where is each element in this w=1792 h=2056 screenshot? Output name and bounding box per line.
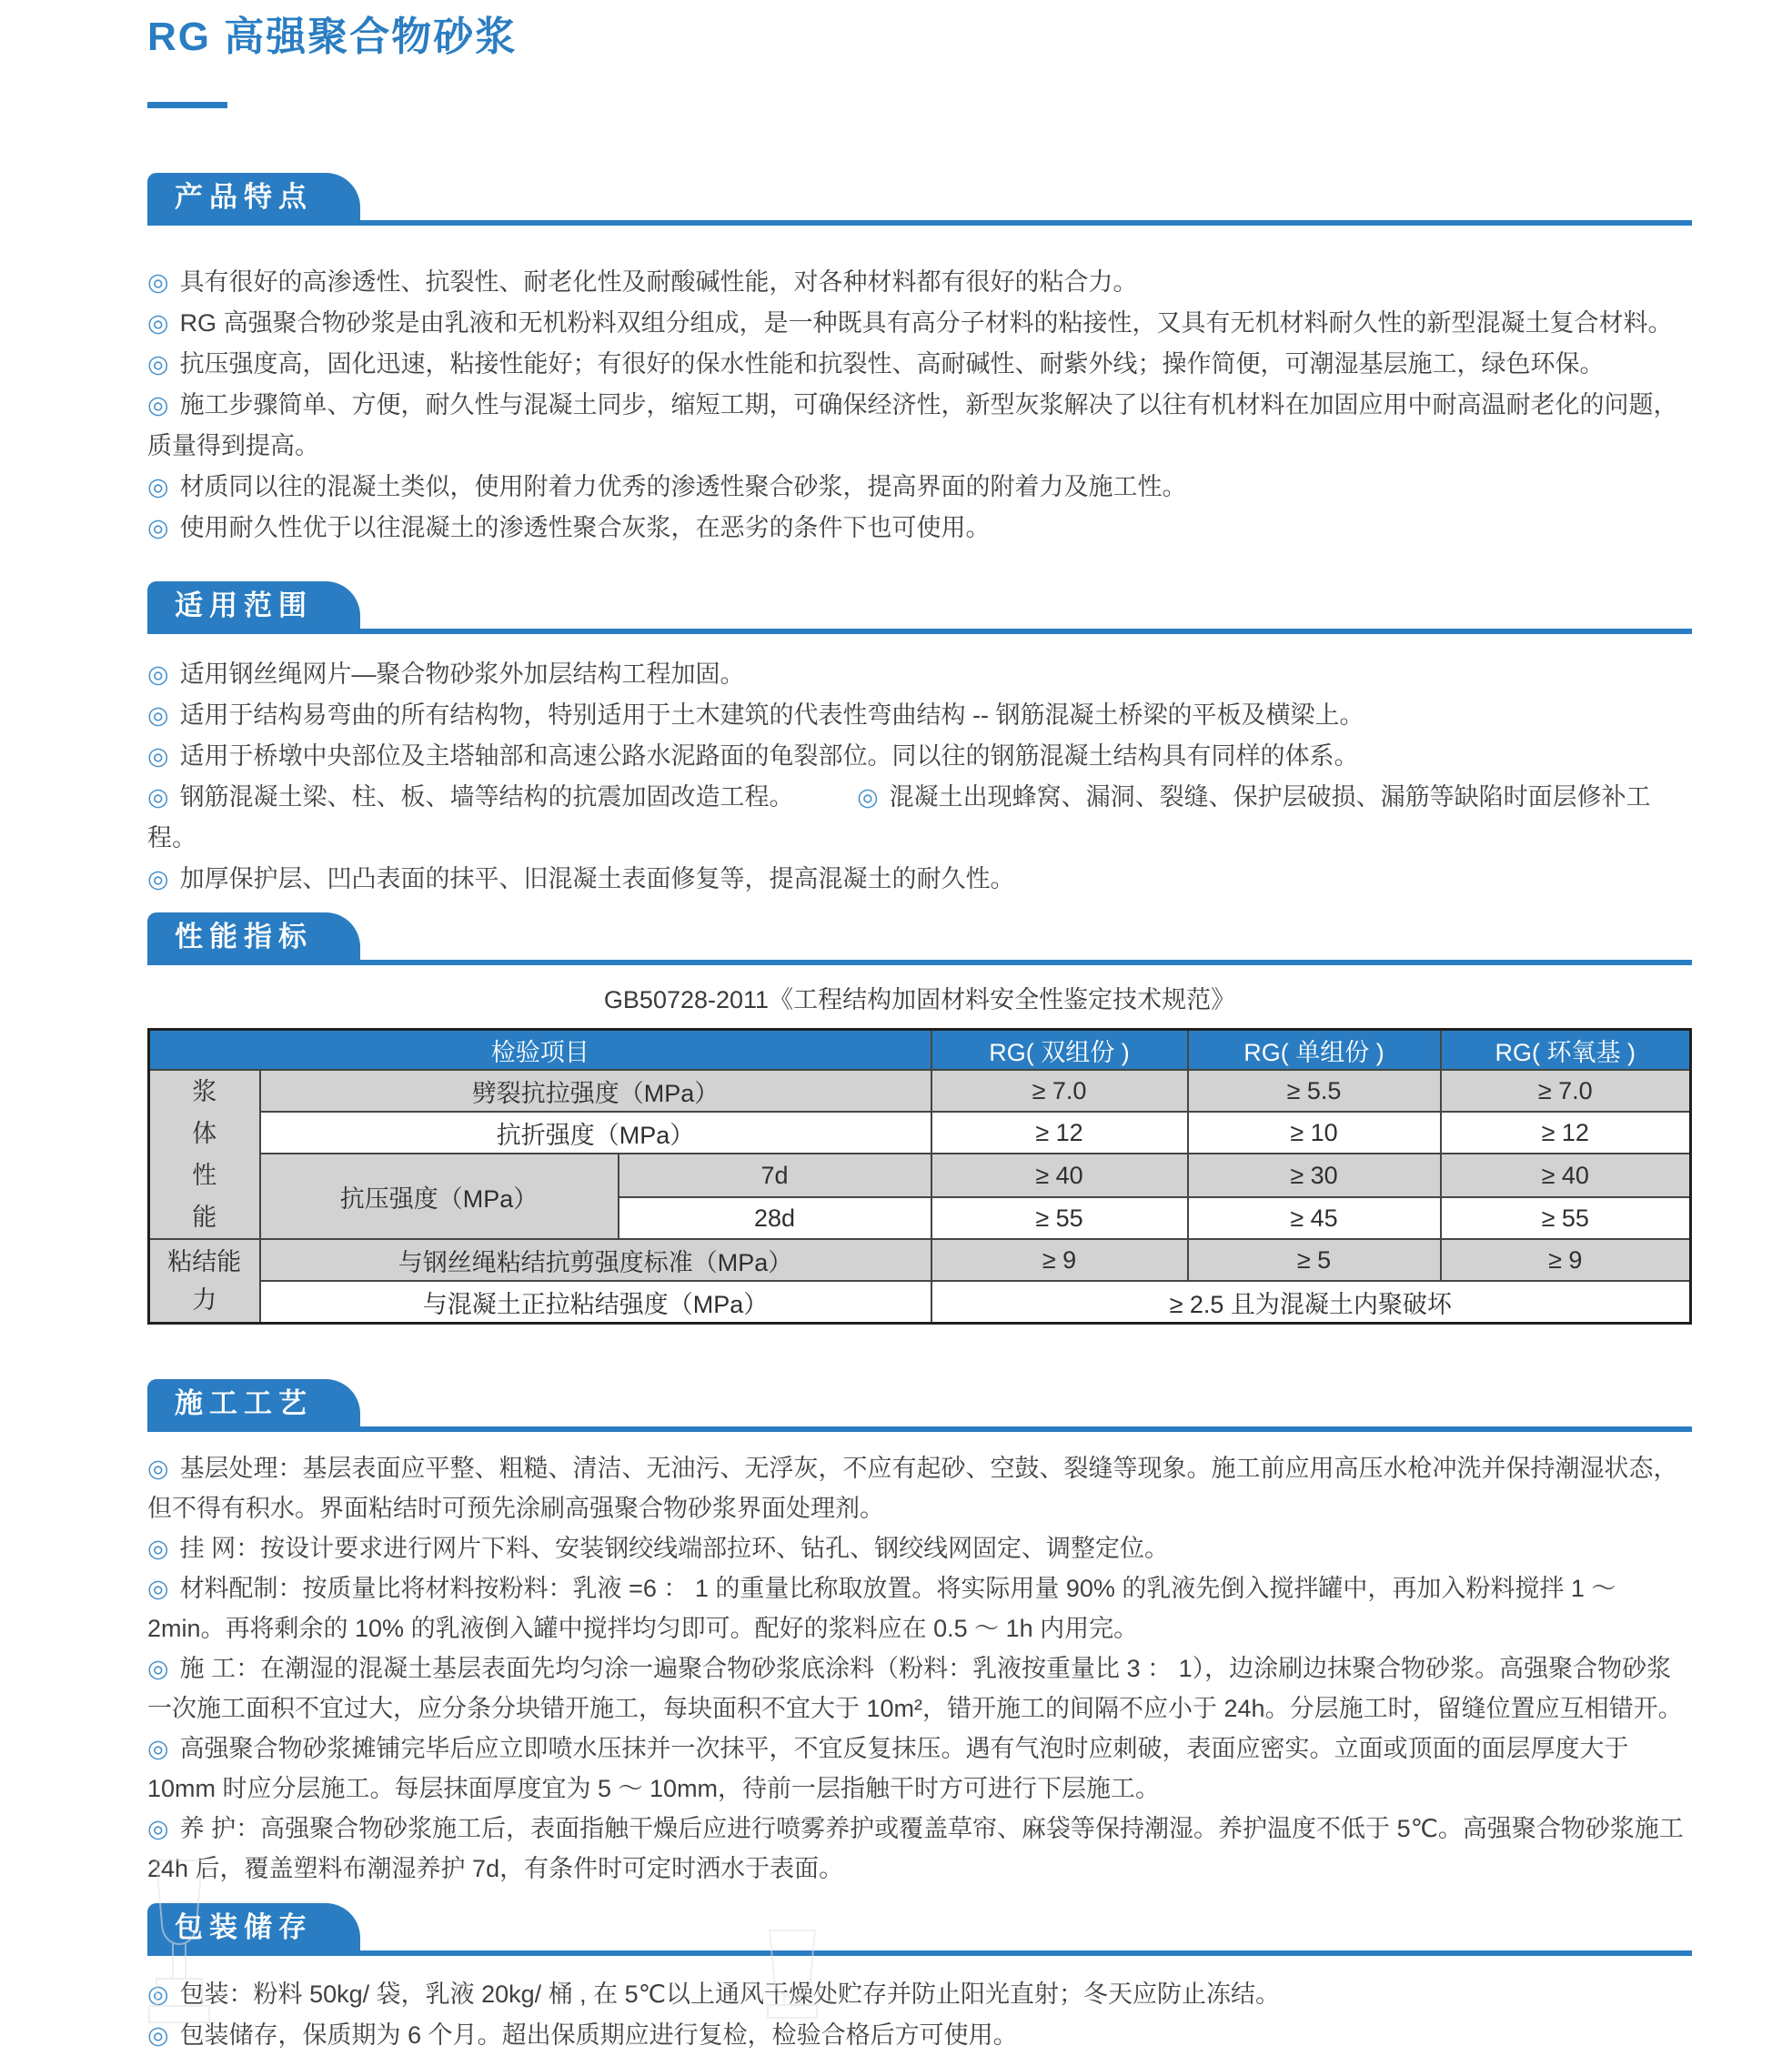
cell-value: ≥ 45 [1188, 1197, 1441, 1239]
row-label: 劈裂抗拉强度（MPa） [260, 1070, 931, 1112]
bullet-icon: ◎ [147, 1535, 169, 1562]
cell-value: ≥ 10 [1188, 1112, 1441, 1154]
features-bullet-list [147, 262, 1692, 549]
section-header-scope [147, 581, 1692, 634]
list-item-text: 养 护：高强聚合物砂浆施工后，表面指触干燥后应进行喷雾养护或覆盖草帘、麻袋等保持潮湿。养护温度不低于 5℃。高强聚合物砂浆施工 24h 后，覆盖塑料布潮湿养护 7d，有条件时可定时洒水于表面。 [147, 1815, 1684, 1882]
list-item-text: 包装：粉料 50kg/ 袋，乳液 20kg/ 桶 , 在 5℃以上通风干燥处贮存并防止阳光直射；冬天应防止冻结。 [179, 1980, 1281, 2008]
bullet-icon: ◎ [147, 391, 169, 418]
list-item [147, 783, 794, 811]
cell-value: ≥ 40 [931, 1154, 1188, 1197]
bullet-icon: ◎ [147, 1815, 169, 1842]
bullet-icon: ◎ [147, 268, 169, 296]
list-item-text: 施 工：在潮湿的混凝土基层表面先均匀涂一遍聚合物砂浆底涂料（粉料：乳液按重量比 3 ： 1），边涂刷边抹聚合物砂浆。高强聚合物砂浆一次施工面积不宜过大，应分条分块错开施工，每块面积不宜大于 10m²，错开施工的间隔不应小于 24h。分层施工时，留缝位置应互相错开。 [147, 1655, 1683, 1722]
row-label: 与混凝土正拉粘结强度（MPa） [260, 1281, 931, 1324]
cell-value: ≥ 40 [1441, 1154, 1691, 1197]
cell-value: ≥ 55 [1441, 1197, 1691, 1239]
table-row [149, 1070, 1691, 1112]
bullet-icon: ◎ [147, 1980, 169, 2008]
section-header-performance [147, 912, 1692, 965]
cell-value: ≥ 55 [931, 1197, 1188, 1239]
list-item-text: 包装储存，保质期为 6 个月。超出保质期应进行复检，检验合格后方可使用。 [179, 2021, 1018, 2049]
cell-value: ≥ 5.5 [1188, 1070, 1441, 1112]
section-badge-packaging: 包装储存 [147, 1903, 360, 1950]
bullet-icon: ◎ [147, 783, 169, 811]
row-group-bond: 粘结能力 [149, 1239, 260, 1324]
performance-table [147, 1028, 1692, 1325]
table-header-rg-two-part: RG( 双组份 ) [931, 1030, 1188, 1071]
list-item-text: 混凝土出现蜂窝、漏洞、裂缝、保护层破损、漏筋等缺陷时面层修补工程。 [147, 783, 1651, 852]
list-item-text: 适用钢丝绳网片—聚合物砂浆外加层结构工程加固。 [179, 660, 745, 688]
list-item-text: 抗压强度高，固化迅速，粘接性能好；有很好的保水性能和抗裂性、高耐碱性、耐紫外线；操作简便，可潮湿基层施工，绿色环保。 [179, 350, 1605, 378]
scope-bullet-list [147, 654, 1692, 900]
list-item [147, 1728, 1692, 1809]
section-badge-process: 施工工艺 [147, 1379, 360, 1426]
bullet-icon: ◎ [147, 1455, 169, 1482]
bullet-icon: ◎ [147, 865, 169, 892]
title-underline [147, 102, 227, 108]
table-row [149, 1112, 1691, 1154]
list-item [147, 1809, 1692, 1889]
list-item [147, 2015, 1692, 2056]
cell-value: ≥ 30 [1188, 1154, 1441, 1197]
bullet-icon: ◎ [147, 1735, 169, 1762]
list-item-text: 使用耐久性优于以往混凝土的渗透性聚合灰浆，在恶劣的条件下也可使用。 [179, 514, 991, 541]
list-item [147, 508, 1692, 549]
list-item [147, 467, 1692, 508]
list-item [147, 1974, 1692, 2015]
row-group-slurry: 浆体性能 [149, 1070, 260, 1239]
list-item-text: RG 高强聚合物砂浆是由乳液和无机粉料双组分组成，是一种既具有高分子材料的粘接性，又具有无机材料耐久性的新型混凝土复合材料。 [179, 309, 1673, 337]
list-item-text: 高强聚合物砂浆摊铺完毕后应立即喷水压抹并一次抹平，不宜反复抹压。遇有气泡时应刺破，表面应密实。立面或顶面的面层厚度大于 10mm 时应分层施工。每层抹面厚度宜为 5 ～ 10mm，待前一层指触干时方可进行下层施工。 [147, 1735, 1629, 1802]
bullet-icon: ◎ [147, 742, 169, 770]
bullet-icon: ◎ [147, 350, 169, 378]
section-badge-features: 产品特点 [147, 173, 360, 220]
section-badge-scope: 适用范围 [147, 581, 360, 629]
page-title: RG 高强聚合物砂浆 [147, 15, 518, 59]
list-item-text: 施工步骤简单、方便，耐久性与混凝土同步，缩短工期，可确保经济性，新型灰浆解决了以往有机材料在加固应用中耐高温耐老化的问题，质量得到提高。 [147, 391, 1678, 459]
list-item [147, 385, 1692, 467]
list-item-text: 适用于桥墩中央部位及主塔轴部和高速公路水泥路面的龟裂部位。同以往的钢筋混凝土结构具有同样的体系。 [179, 742, 1359, 770]
list-item-text: 具有很好的高渗透性、抗裂性、耐老化性及耐酸碱性能，对各种材料都有很好的粘合力。 [179, 268, 1138, 296]
cell-value: ≥ 7.0 [931, 1070, 1188, 1112]
packaging-bullet-list [147, 1974, 1692, 2056]
list-item [147, 262, 1692, 303]
list-item [147, 1648, 1692, 1728]
list-item [147, 344, 1692, 385]
bullet-icon: ◎ [147, 701, 169, 729]
list-item-text: 材质同以往的混凝土类似，使用附着力优秀的渗透性聚合砂浆，提高界面的附着力及施工性。 [179, 473, 1187, 500]
cell-value: ≥ 5 [1188, 1239, 1441, 1281]
row-label: 与钢丝绳粘结抗剪强度标准（MPa） [260, 1239, 931, 1281]
cell-value: ≥ 9 [931, 1239, 1188, 1281]
table-header-rg-one-part: RG( 单组份 ) [1188, 1030, 1441, 1071]
list-item [147, 654, 1692, 695]
bullet-icon: ◎ [147, 309, 169, 337]
list-item-text: 加厚保护层、凹凸表面的抹平、旧混凝土表面修复等，提高混凝土的耐久性。 [179, 865, 1015, 892]
list-item [147, 1448, 1692, 1528]
list-item [147, 695, 1692, 736]
bullet-icon: ◎ [147, 660, 169, 688]
list-item-text: 挂 网：按设计要求进行网片下料、安装钢绞线端部拉环、钻孔、钢绞线网固定、调整定位。 [179, 1535, 1170, 1562]
standard-note: GB50728-2011《工程结构加固材料安全性鉴定技术规范》 [603, 986, 1236, 1013]
bullet-icon: ◎ [147, 473, 169, 500]
bullet-icon: ◎ [147, 1655, 169, 1682]
bullet-icon: ◎ [147, 2021, 169, 2049]
list-item [147, 1568, 1692, 1648]
list-item [147, 859, 1692, 900]
cell-value: ≥ 9 [1441, 1239, 1691, 1281]
list-item [147, 1528, 1692, 1568]
bullet-icon: ◎ [857, 783, 879, 811]
list-item-text: 钢筋混凝土梁、柱、板、墙等结构的抗震加固改造工程。 [179, 783, 794, 811]
bullet-icon: ◎ [147, 514, 169, 541]
row-label: 抗折强度（MPa） [260, 1112, 931, 1154]
table-header-rg-epoxy: RG( 环氧基 ) [1441, 1030, 1691, 1071]
table-header-row [149, 1030, 1691, 1071]
table-row [149, 1154, 1691, 1197]
list-item-text: 基层处理：基层表面应平整、粗糙、清洁、无油污、无浮灰，不应有起砂、空鼓、裂缝等现象。施工前应用高压水枪冲洗并保持潮湿状态，但不得有积水。界面粘结时可预先涂刷高强聚合物砂浆界面处理剂。 [147, 1455, 1678, 1522]
table-row [149, 1281, 1691, 1324]
row-label-compressive: 抗压强度（MPa） [260, 1154, 619, 1239]
cell-value: ≥ 7.0 [1441, 1070, 1691, 1112]
cell-value: ≥ 12 [1441, 1112, 1691, 1154]
section-header-features [147, 173, 1692, 226]
list-item-text: 材料配制：按质量比将材料按粉料：乳液 =6 ： 1 的重量比称取放置。将实际用量 90% 的乳液先倒入搅拌罐中，再加入粉料搅拌 1 ～ 2min。再将剩余的 10% 的乳液倒入罐中搅拌均匀即可。配好的浆料应在 0.5 ～ 1h 内用完。 [147, 1575, 1616, 1642]
list-item [147, 303, 1692, 344]
section-header-process [147, 1379, 1692, 1432]
cell-value: ≥ 12 [931, 1112, 1188, 1154]
section-badge-performance: 性能指标 [147, 912, 360, 960]
list-item-pair [147, 777, 1692, 859]
section-header-packaging [147, 1903, 1692, 1956]
row-sublabel-28d: 28d [619, 1197, 931, 1239]
table-header-item: 检验项目 [149, 1030, 931, 1071]
bullet-icon: ◎ [147, 1575, 169, 1602]
row-sublabel-7d: 7d [619, 1154, 931, 1197]
list-item [147, 736, 1692, 777]
list-item-text: 适用于结构易弯曲的所有结构物，特别适用于土木建筑的代表性弯曲结构 -- 钢筋混凝土桥梁的平板及横梁上。 [179, 701, 1364, 729]
table-row [149, 1239, 1691, 1281]
cell-value-merged: ≥ 2.5 且为混凝土内聚破坏 [931, 1281, 1691, 1324]
process-bullet-list [147, 1448, 1692, 1889]
